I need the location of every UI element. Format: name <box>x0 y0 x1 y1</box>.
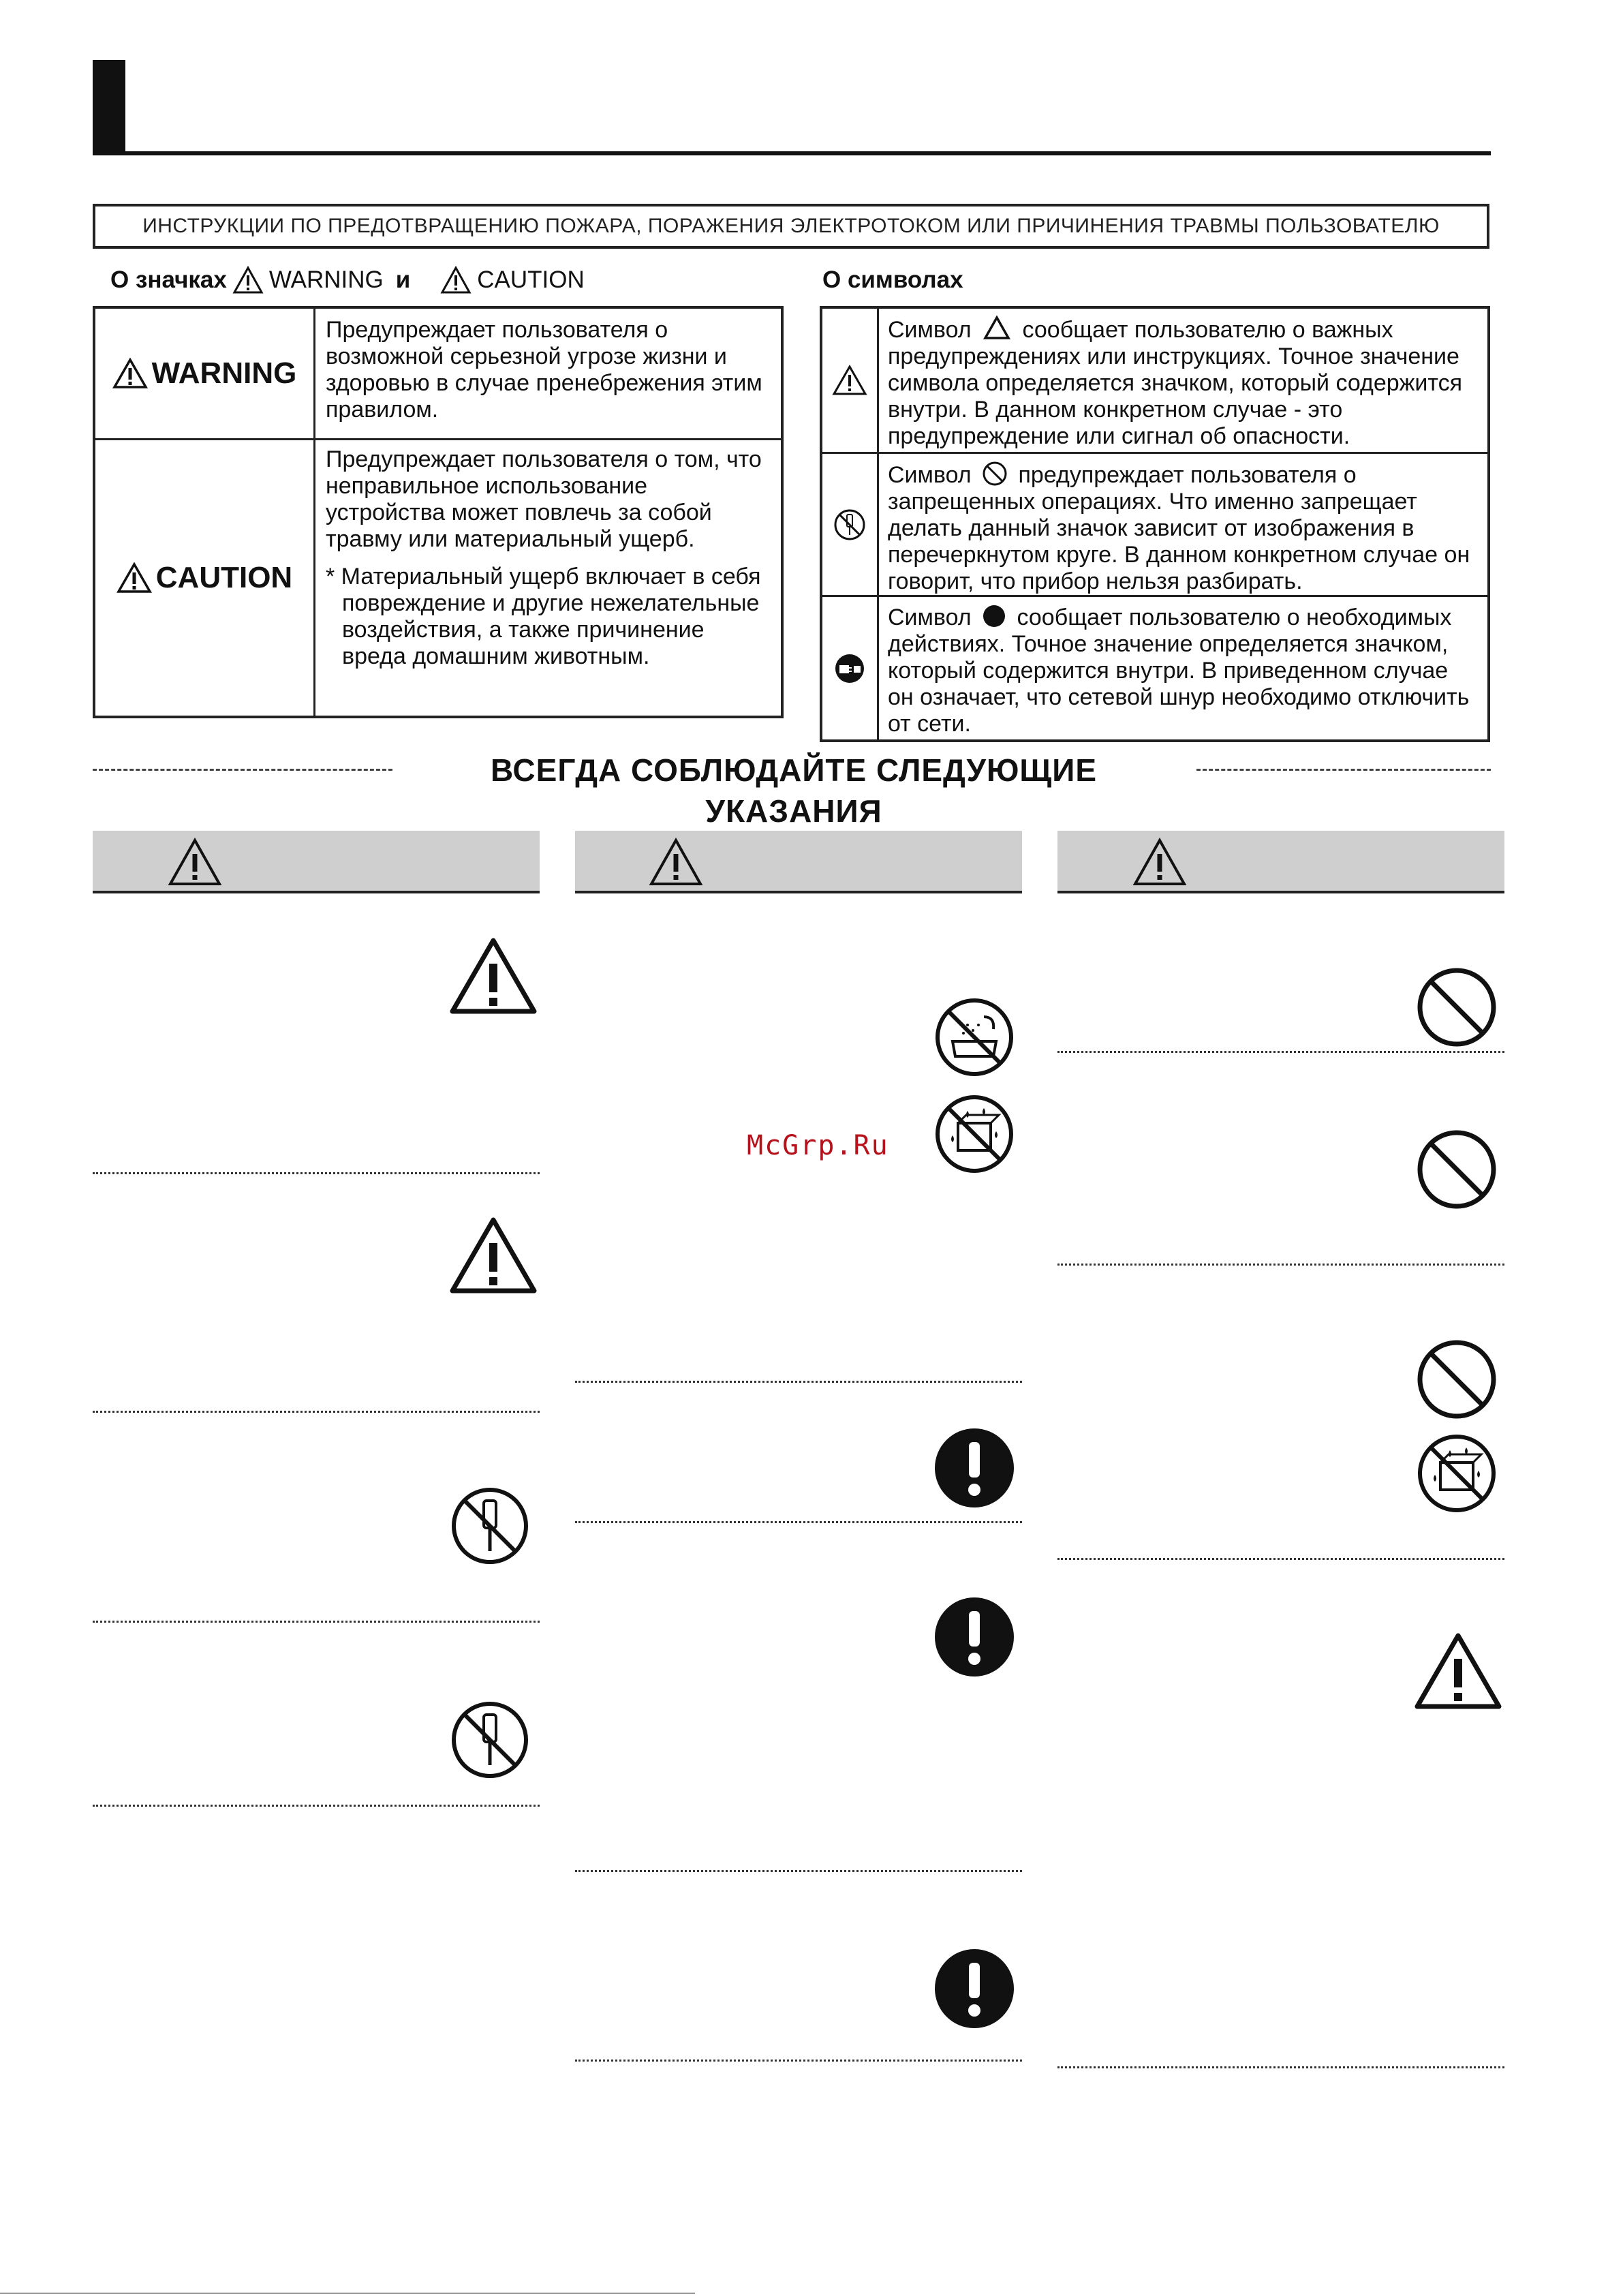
col1-no-disassembly-icon-1 <box>450 1486 530 1566</box>
col2-mandatory-icon-2 <box>933 1596 1015 1678</box>
about-signs-and-word: и <box>395 266 411 293</box>
symbols-table <box>820 306 1490 742</box>
col3-prohibition-icon-1 <box>1416 966 1498 1048</box>
bottom-edge-line <box>0 2293 695 2294</box>
caution-label-cell <box>95 440 313 716</box>
col1-separator-3 <box>93 1621 540 1623</box>
watermark: McGrp.Ru <box>747 1130 889 1161</box>
col2-separator-2 <box>575 1521 1022 1523</box>
warning-label-cell <box>95 309 313 438</box>
symbol-row-1-text <box>888 316 1474 450</box>
symbol-row-3-body: сообщает пользователю о необходимых действиях. Точное значение определяется значком, который содержится внутри. В приведенном случае он означает, что сетевой шнур необходимо отключить от сети. <box>888 604 1470 737</box>
signs-table-col-divider <box>313 309 315 716</box>
caution-description: Предупреждает пользователя о том, что неправильное использование устройства может повлечь за собой травму или материальный ущерб. <box>326 446 762 552</box>
header-black-tab <box>93 60 125 155</box>
always-dash-left <box>93 769 392 771</box>
column-3-header <box>1057 831 1504 893</box>
col1-separator-2 <box>93 1411 540 1413</box>
col3-separator-2 <box>1057 1264 1504 1266</box>
prohibition-circle-icon <box>982 461 1008 487</box>
warning-triangle-icon <box>232 266 264 294</box>
symbol-row-2-body: предупреждает пользователя о запрещенных операциях. Что именно запрещает делать данный значок зависит от изображения в перечеркнутом круге. В данном конкретном случае он говорит, что прибор нельзя разбирать. <box>888 462 1470 594</box>
caution-label-triangle-icon <box>117 562 152 594</box>
symbol-row-1-lead: Символ <box>888 317 972 343</box>
unplug-icon <box>833 652 867 686</box>
attention-triangle-icon <box>832 365 867 396</box>
col2-mandatory-icon-3 <box>933 1948 1015 2030</box>
caution-note: * Материальный ущерб включает в себя повреждение и другие нежелательные воздействия, а также причинение вреда домашним животным. <box>326 564 761 669</box>
instructions-banner <box>93 204 1489 249</box>
col2-no-water-bath-icon <box>933 996 1015 1078</box>
symbol-row-1-body: сообщает пользователю о важных предупреждениях или инструкциях. Точное значение символа определяется значком, который содержится внутри. В данном конкретном случае - это предупреждение или сигнал об опасности. <box>888 317 1463 449</box>
col2-no-liquid-icon <box>933 1093 1015 1175</box>
header-rule <box>93 151 1491 155</box>
about-symbols-heading: О символах <box>822 266 963 293</box>
warning-label: WARNING <box>151 356 297 390</box>
always-dash-right <box>1196 769 1491 771</box>
col1-warning-icon-1 <box>448 936 538 1015</box>
about-signs-prefix: О значках <box>110 266 227 293</box>
symbol-row-2-icon-cell <box>822 454 877 595</box>
symbol-row-2-lead: Символ <box>888 462 972 488</box>
column-2-header <box>575 831 1022 893</box>
col2-separator-1 <box>575 1381 1022 1383</box>
col3-warning-icon <box>1413 1632 1503 1711</box>
col2-mandatory-icon-1 <box>933 1427 1015 1509</box>
col1-separator-4 <box>93 1805 540 1807</box>
caution-triangle-icon <box>440 266 472 294</box>
symbol-row-3-lead: Символ <box>888 604 972 630</box>
signs-table <box>93 306 784 718</box>
column-1-warning-icon <box>168 838 222 887</box>
symbols-table-row-divider-2 <box>822 595 1487 597</box>
about-signs-heading <box>110 263 585 297</box>
symbol-row-3-icon-cell <box>822 597 877 739</box>
col3-separator-3 <box>1057 1558 1504 1560</box>
col3-prohibition-icon-3 <box>1416 1338 1498 1420</box>
symbols-table-col-divider <box>877 309 879 739</box>
col3-separator-1 <box>1057 1051 1504 1053</box>
always-heading: ВСЕГДА СОБЛЮДАЙТЕ СЛЕДУЮЩИЕ УКАЗАНИЯ <box>490 752 1098 829</box>
col3-separator-4 <box>1057 2066 1504 2068</box>
symbols-table-row-divider-1 <box>822 452 1487 454</box>
symbol-row-1-icon-cell <box>822 309 877 452</box>
no-disassembly-small-icon <box>833 508 867 542</box>
instructions-banner-text: ИНСТРУКЦИИ ПО ПРЕДОТВРАЩЕНИЮ ПОЖАРА, ПОРАЖЕНИЯ ЭЛЕКТРОТОКОМ ИЛИ ПРИЧИНЕНИЯ ТРАВМЫ ПОЛЬЗОВАТЕЛЮ <box>142 215 1440 237</box>
outline-triangle-icon <box>983 316 1010 340</box>
symbol-row-3-text <box>888 604 1474 737</box>
column-2-warning-icon <box>649 838 703 887</box>
about-signs-warning-word: WARNING <box>268 266 384 293</box>
col1-separator-1 <box>93 1172 540 1174</box>
column-3-warning-icon <box>1132 838 1187 887</box>
col1-no-disassembly-icon-2 <box>450 1700 530 1780</box>
about-signs-caution-word: CAUTION <box>477 266 585 293</box>
col3-no-liquid-icon <box>1416 1433 1498 1514</box>
col1-warning-icon-2 <box>448 1216 538 1295</box>
filled-circle-icon <box>982 604 1006 628</box>
symbol-row-2-text <box>888 461 1474 595</box>
caution-label: CAUTION <box>155 561 293 594</box>
warning-description: Предупреждает пользователя о возможной серьезной угрозе жизни и здоровью в случае пренебрежения этим правилом. <box>326 317 762 423</box>
warning-label-triangle-icon <box>112 358 148 389</box>
col2-separator-4 <box>575 2060 1022 2062</box>
col3-prohibition-icon-2 <box>1416 1129 1498 1210</box>
column-1-header <box>93 831 540 893</box>
col2-separator-3 <box>575 1870 1022 1872</box>
